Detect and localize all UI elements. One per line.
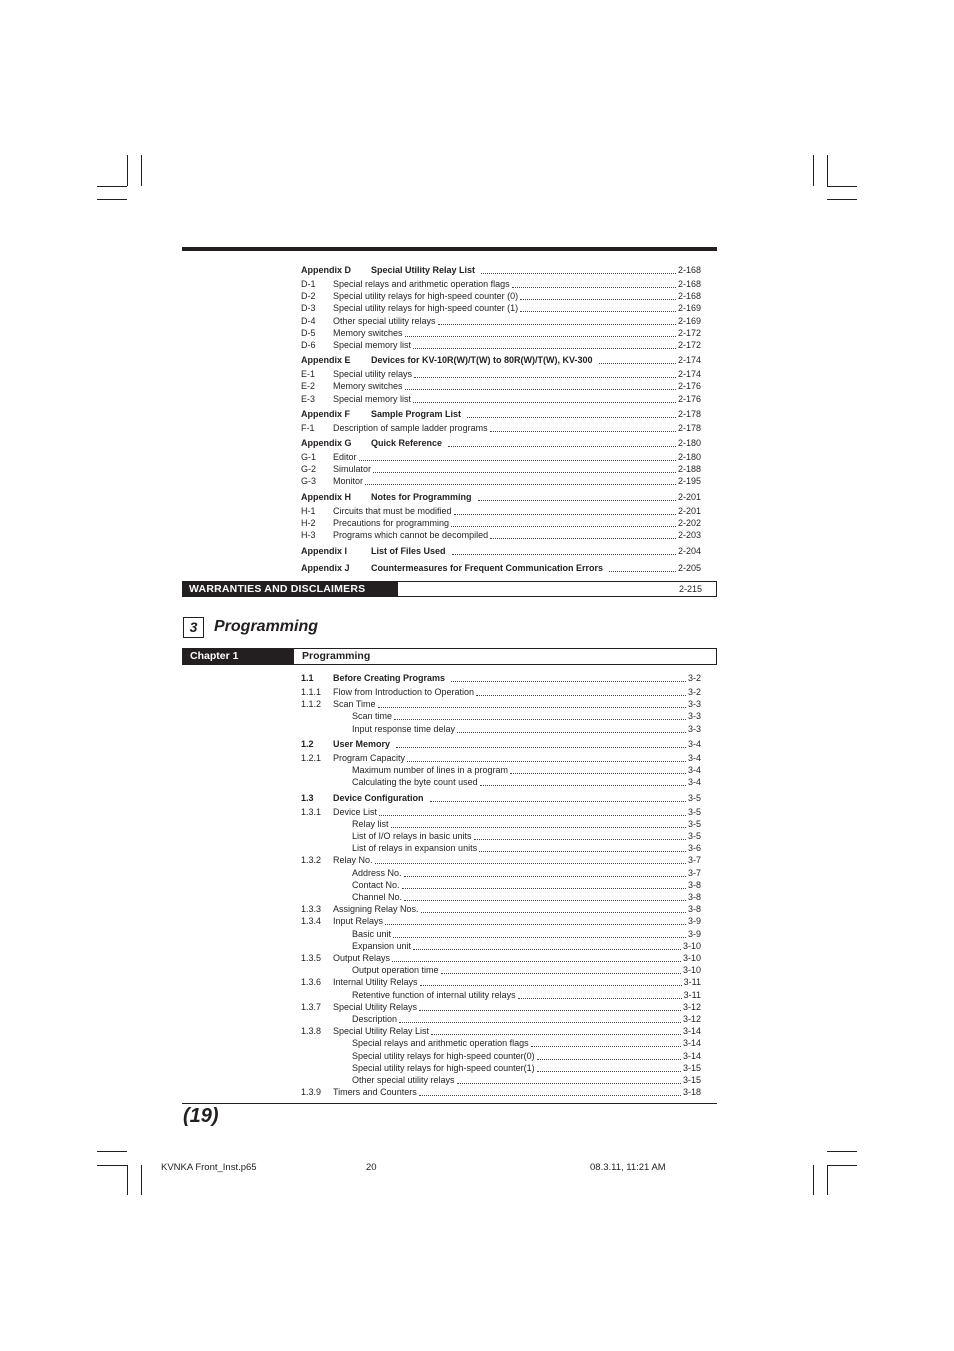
toc-entry bbox=[301, 854, 701, 866]
toc-entry-page: 3-5 bbox=[687, 819, 701, 829]
crop-mark bbox=[141, 1165, 142, 1195]
toc-entry-number: 1.3.9 bbox=[301, 1087, 322, 1097]
toc-entry-title: Output Relays bbox=[333, 953, 391, 963]
toc-entry-page: 3-3 bbox=[687, 711, 701, 721]
toc-entry-number: D-2 bbox=[301, 291, 316, 301]
toc-entry-title: Relay list bbox=[352, 819, 389, 829]
dot-leader bbox=[420, 985, 682, 986]
dot-leader bbox=[399, 1022, 681, 1023]
toc-subentry bbox=[301, 891, 701, 903]
toc-entry-number: D-4 bbox=[301, 316, 316, 326]
toc-entry-page: 2-168 bbox=[677, 279, 701, 289]
toc-entry-title: Memory switches bbox=[333, 328, 403, 338]
toc-entry-number: 1.1.1 bbox=[301, 687, 322, 697]
dot-leader bbox=[476, 695, 686, 696]
toc-entry-title: Input Relays bbox=[333, 916, 384, 926]
toc-entry-page: 2-172 bbox=[677, 340, 701, 350]
toc-entry-number: Appendix F bbox=[301, 409, 350, 419]
dot-leader bbox=[512, 287, 676, 288]
toc-entry-page: 2-180 bbox=[677, 452, 701, 462]
toc-appendix-entry bbox=[301, 354, 701, 366]
dot-leader bbox=[510, 773, 686, 774]
toc-entry-title: Internal Utility Relays bbox=[333, 977, 418, 987]
toc-entry-title: Relay No. bbox=[333, 855, 373, 865]
dot-leader bbox=[441, 973, 681, 974]
toc-entry bbox=[301, 806, 701, 818]
toc-entry-page: 2-169 bbox=[677, 303, 701, 313]
toc-entry bbox=[301, 278, 701, 290]
toc-entry-page: 3-18 bbox=[682, 1087, 701, 1097]
crop-mark bbox=[813, 155, 814, 186]
footer-rule bbox=[182, 1103, 717, 1104]
toc-entry bbox=[301, 290, 701, 302]
toc-entry bbox=[301, 1025, 701, 1037]
dot-leader bbox=[413, 949, 681, 950]
part-number-box: 3 bbox=[183, 617, 204, 638]
toc-subentry bbox=[301, 1050, 701, 1062]
toc-entry-page: 3-5 bbox=[687, 807, 701, 817]
toc-entry-page: 2-203 bbox=[677, 530, 701, 540]
toc-entry bbox=[301, 451, 701, 463]
toc-entry-page: 3-14 bbox=[682, 1051, 701, 1061]
toc-entry-number: Appendix J bbox=[301, 563, 350, 573]
toc-entry-number: D-6 bbox=[301, 340, 316, 350]
footer-page: 20 bbox=[366, 1162, 377, 1173]
toc-entry-page: 3-7 bbox=[687, 855, 701, 865]
dot-leader bbox=[414, 377, 676, 378]
dot-leader bbox=[421, 912, 686, 913]
toc-entry bbox=[301, 686, 701, 698]
dot-leader bbox=[405, 389, 676, 390]
toc-entry-number: Appendix I bbox=[301, 546, 348, 556]
toc-subentry bbox=[301, 867, 701, 879]
toc-entry bbox=[301, 315, 701, 327]
dot-leader bbox=[373, 472, 676, 473]
dot-leader bbox=[419, 1010, 681, 1011]
dot-leader bbox=[413, 402, 676, 403]
dot-leader bbox=[438, 324, 676, 325]
toc-entry-page: 2-202 bbox=[677, 518, 701, 528]
toc-entry-number: Appendix H bbox=[301, 492, 352, 502]
toc-entry-page: 3-10 bbox=[682, 953, 701, 963]
toc-entry-title: Channel No. bbox=[352, 892, 403, 902]
toc-entry-title: Maximum number of lines in a program bbox=[352, 765, 509, 775]
toc-entry-title: Basic unit bbox=[352, 929, 392, 939]
toc-entry-page: 2-168 bbox=[677, 291, 701, 301]
toc-entry bbox=[301, 393, 701, 405]
toc-entry-title: Scan time bbox=[352, 711, 393, 721]
toc-entry-title: Input response time delay bbox=[352, 724, 456, 734]
header-rule bbox=[182, 247, 717, 251]
dot-leader bbox=[478, 500, 676, 501]
chapter-label: Chapter 1 bbox=[183, 649, 294, 664]
dot-leader bbox=[537, 1059, 681, 1060]
crop-mark bbox=[127, 155, 128, 186]
toc-entry bbox=[301, 368, 701, 380]
toc-entry-page: 3-4 bbox=[687, 777, 701, 787]
dot-leader bbox=[480, 785, 686, 786]
dot-leader bbox=[490, 538, 676, 539]
toc-entry-page: 2-180 bbox=[677, 438, 701, 448]
crop-mark bbox=[827, 199, 857, 200]
toc-entry-title: Special memory list bbox=[333, 340, 412, 350]
toc-entry-page: 3-7 bbox=[687, 868, 701, 878]
toc-entry-page: 3-8 bbox=[687, 904, 701, 914]
toc-subentry bbox=[301, 989, 701, 1001]
toc-entry-title: Countermeasures for Frequent Communication Errors bbox=[371, 563, 604, 573]
toc-entry bbox=[301, 698, 701, 710]
page-number: (19) bbox=[183, 1105, 219, 1127]
toc-entry-title: Timers and Counters bbox=[333, 1087, 417, 1097]
toc-entry-number: E-2 bbox=[301, 381, 316, 391]
toc-entry-title: Other special utility relays bbox=[352, 1075, 455, 1085]
toc-entry bbox=[301, 380, 701, 392]
warranties-label: WARRANTIES AND DISCLAIMERS bbox=[183, 582, 398, 596]
toc-entry-title: Circuits that must be modified bbox=[333, 506, 452, 516]
toc-entry-page: 3-2 bbox=[687, 687, 701, 697]
crop-mark bbox=[97, 1151, 127, 1152]
warranties-page: 2-215 bbox=[678, 584, 702, 594]
toc-entry-title: Device List bbox=[333, 807, 378, 817]
toc-entry-page: 3-4 bbox=[687, 753, 701, 763]
dot-leader bbox=[393, 937, 686, 938]
toc-entry-number: H-2 bbox=[301, 518, 316, 528]
dot-leader bbox=[481, 273, 676, 274]
dot-leader bbox=[404, 876, 686, 877]
toc-subentry bbox=[301, 928, 701, 940]
toc-subentry bbox=[301, 842, 701, 854]
toc-entry-title: Assigning Relay Nos. bbox=[333, 904, 419, 914]
toc-entry-title: Special relays and arithmetic operation flags bbox=[333, 279, 510, 289]
dot-leader bbox=[609, 571, 676, 572]
toc-entry-title: Description of sample ladder programs bbox=[333, 423, 488, 433]
chapter-title: Programming bbox=[302, 650, 371, 662]
toc-entry-page: 3-3 bbox=[687, 699, 701, 709]
toc-entry-title: Special memory list bbox=[333, 394, 412, 404]
toc-entry-page: 2-204 bbox=[677, 546, 701, 556]
toc-entry-page: 2-169 bbox=[677, 316, 701, 326]
dot-leader bbox=[392, 961, 681, 962]
toc-appendix-entry bbox=[301, 264, 701, 276]
toc-entry-title: Special utility relays bbox=[333, 369, 413, 379]
toc-entry bbox=[301, 505, 701, 517]
toc-entry-page: 3-14 bbox=[682, 1038, 701, 1048]
toc-entry bbox=[301, 517, 701, 529]
toc-entry-page: 3-9 bbox=[687, 916, 701, 926]
toc-entry-number: G-2 bbox=[301, 464, 317, 474]
toc-entry-title: Special utility relays for high-speed counter(1) bbox=[352, 1063, 535, 1073]
toc-entry-page: 3-6 bbox=[687, 843, 701, 853]
toc-entry-number: D-5 bbox=[301, 328, 316, 338]
toc-entry-title: Simulator bbox=[333, 464, 372, 474]
toc-entry-page: 2-188 bbox=[677, 464, 701, 474]
toc-entry-title: Monitor bbox=[333, 476, 364, 486]
crop-mark bbox=[127, 1165, 128, 1195]
crop-mark bbox=[827, 1151, 857, 1152]
toc-subentry bbox=[301, 879, 701, 891]
dot-leader bbox=[378, 707, 686, 708]
toc-entry-title: Program Capacity bbox=[333, 753, 406, 763]
toc-entry-number: H-3 bbox=[301, 530, 316, 540]
toc-entry-number: D-1 bbox=[301, 279, 316, 289]
toc-entry bbox=[301, 903, 701, 915]
toc-entry-title: Quick Reference bbox=[371, 438, 443, 448]
toc-entry-title: Retentive function of internal utility relays bbox=[352, 990, 516, 1000]
toc-entry-number: H-1 bbox=[301, 506, 316, 516]
dot-leader bbox=[431, 1034, 681, 1035]
toc-entry bbox=[301, 1086, 701, 1098]
toc-entry-page: 3-2 bbox=[687, 673, 701, 683]
footer-timestamp: 08.3.11, 11:21 AM bbox=[590, 1162, 666, 1173]
crop-mark bbox=[827, 186, 857, 187]
toc-entry bbox=[301, 976, 701, 988]
toc-entry-page: 3-3 bbox=[687, 724, 701, 734]
toc-entry-page: 2-201 bbox=[677, 506, 701, 516]
warranties-bar bbox=[182, 581, 717, 597]
toc-entry-title: Calculating the byte count used bbox=[352, 777, 478, 787]
dot-leader bbox=[405, 336, 676, 337]
toc-entry-page: 3-5 bbox=[687, 793, 701, 803]
toc-appendix-entry bbox=[301, 562, 701, 574]
dot-leader bbox=[404, 900, 686, 901]
toc-entry bbox=[301, 475, 701, 487]
toc-entry-number: 1.3.8 bbox=[301, 1026, 322, 1036]
toc-subentry bbox=[301, 1013, 701, 1025]
toc-entry-page: 3-11 bbox=[683, 990, 701, 1000]
toc-subentry bbox=[301, 723, 701, 735]
toc-entry-title: Special utility relays for high-speed counter(0) bbox=[352, 1051, 535, 1061]
dot-leader bbox=[407, 761, 686, 762]
dot-leader bbox=[391, 827, 686, 828]
toc-entry-page: 2-174 bbox=[677, 369, 701, 379]
crop-mark bbox=[97, 186, 127, 187]
dot-leader bbox=[359, 460, 676, 461]
dot-leader bbox=[518, 998, 682, 999]
toc-entry-number: E-3 bbox=[301, 394, 316, 404]
toc-appendix-entry bbox=[301, 408, 701, 420]
toc-subentry bbox=[301, 940, 701, 952]
dot-leader bbox=[457, 732, 686, 733]
toc-entry-title: Flow from Introduction to Operation bbox=[333, 687, 475, 697]
dot-leader bbox=[365, 484, 676, 485]
toc-entry bbox=[301, 302, 701, 314]
toc-entry-page: 3-8 bbox=[687, 880, 701, 890]
toc-entry-number: F-1 bbox=[301, 423, 315, 433]
dot-leader bbox=[413, 348, 676, 349]
toc-entry-title: Special Utility Relays bbox=[333, 1002, 418, 1012]
dot-leader bbox=[396, 747, 686, 748]
toc-entry bbox=[301, 327, 701, 339]
dot-leader bbox=[490, 431, 676, 432]
toc-subentry bbox=[301, 1062, 701, 1074]
crop-mark bbox=[827, 155, 828, 186]
crop-mark bbox=[827, 1165, 857, 1166]
dot-leader bbox=[394, 719, 686, 720]
toc-subentry bbox=[301, 818, 701, 830]
toc-entry-page: 2-195 bbox=[677, 476, 701, 486]
dot-leader bbox=[474, 839, 686, 840]
toc-entry bbox=[301, 463, 701, 475]
toc-entry-page: 3-5 bbox=[687, 831, 701, 841]
toc-entry-page: 3-4 bbox=[687, 765, 701, 775]
toc-entry-title: Output operation time bbox=[352, 965, 439, 975]
toc-entry-page: 2-168 bbox=[677, 265, 701, 275]
dot-leader bbox=[451, 526, 676, 527]
dot-leader bbox=[599, 363, 676, 364]
toc-appendix-entry bbox=[301, 545, 701, 557]
dot-leader bbox=[537, 1071, 681, 1072]
toc-entry-page: 3-8 bbox=[687, 892, 701, 902]
toc-entry-title: Devices for KV-10R(W)/T(W) to 80R(W)/T(W), KV-300 bbox=[371, 355, 593, 365]
toc-entry-page: 3-12 bbox=[682, 1014, 701, 1024]
toc-entry-number: G-1 bbox=[301, 452, 317, 462]
toc-entry-page: 2-201 bbox=[677, 492, 701, 502]
toc-entry-title: Special utility relays for high-speed counter (0) bbox=[333, 291, 519, 301]
toc-entry-number: 1.3.1 bbox=[301, 807, 322, 817]
toc-entry-number: 1.1 bbox=[301, 673, 314, 683]
toc-entry-number: 1.2.1 bbox=[301, 753, 322, 763]
toc-entry-title: Device Configuration bbox=[333, 793, 424, 803]
crop-mark bbox=[827, 1165, 828, 1195]
dot-leader bbox=[467, 417, 676, 418]
dot-leader bbox=[379, 815, 686, 816]
toc-entry-number: 1.3.5 bbox=[301, 953, 322, 963]
dot-leader bbox=[430, 801, 686, 802]
toc-entry-page: 3-10 bbox=[682, 965, 701, 975]
toc-entry-title: Contact No. bbox=[352, 880, 400, 890]
dot-leader bbox=[452, 554, 676, 555]
toc-section-entry bbox=[301, 672, 701, 684]
toc-entry-number: 1.3 bbox=[301, 793, 314, 803]
dot-leader bbox=[385, 924, 686, 925]
toc-entry-page: 2-178 bbox=[677, 423, 701, 433]
toc-section-entry bbox=[301, 738, 701, 750]
toc-subentry bbox=[301, 776, 701, 788]
dot-leader bbox=[520, 299, 676, 300]
toc-subentry bbox=[301, 1074, 701, 1086]
toc-entry-page: 2-176 bbox=[677, 394, 701, 404]
toc-entry bbox=[301, 529, 701, 541]
dot-leader bbox=[451, 681, 686, 682]
toc-entry-title: Other special utility relays bbox=[333, 316, 436, 326]
toc-entry bbox=[301, 952, 701, 964]
toc-entry bbox=[301, 752, 701, 764]
dot-leader bbox=[448, 446, 676, 447]
toc-entry-number: 1.3.2 bbox=[301, 855, 322, 865]
toc-entry-title: List of relays in expansion units bbox=[352, 843, 478, 853]
toc-entry-number: G-3 bbox=[301, 476, 317, 486]
toc-subentry bbox=[301, 830, 701, 842]
toc-entry-page: 2-174 bbox=[677, 355, 701, 365]
toc-section-entry bbox=[301, 792, 701, 804]
toc-subentry bbox=[301, 764, 701, 776]
toc-entry-title: Expansion unit bbox=[352, 941, 412, 951]
dot-leader bbox=[419, 1095, 681, 1096]
toc-entry-title: Editor bbox=[333, 452, 357, 462]
toc-entry-number: Appendix D bbox=[301, 265, 352, 275]
toc-entry-title: User Memory bbox=[333, 739, 391, 749]
toc-entry-number: 1.3.4 bbox=[301, 916, 322, 926]
toc-entry bbox=[301, 1001, 701, 1013]
toc-entry-title: Notes for Programming bbox=[371, 492, 472, 502]
toc-entry-page: 3-10 bbox=[682, 941, 701, 951]
toc-entry-number: 1.3.6 bbox=[301, 977, 322, 987]
toc-entry-title: Programs which cannot be decompiled bbox=[333, 530, 489, 540]
toc-entry-title: Memory switches bbox=[333, 381, 403, 391]
toc-entry-page: 2-176 bbox=[677, 381, 701, 391]
dot-leader bbox=[531, 1046, 681, 1047]
crop-mark bbox=[141, 155, 142, 186]
dot-leader bbox=[479, 851, 686, 852]
toc-subentry bbox=[301, 964, 701, 976]
toc-entry bbox=[301, 422, 701, 434]
toc-entry-page: 3-15 bbox=[682, 1075, 701, 1085]
dot-leader bbox=[520, 311, 676, 312]
toc-entry bbox=[301, 915, 701, 927]
toc-entry-title: Description bbox=[352, 1014, 398, 1024]
toc-entry-title: Special relays and arithmetic operation flags bbox=[352, 1038, 529, 1048]
toc-entry-number: 1.3.3 bbox=[301, 904, 322, 914]
toc-entry-title: Precautions for programming bbox=[333, 518, 450, 528]
toc-entry-page: 3-11 bbox=[683, 977, 701, 987]
toc-entry-page: 2-172 bbox=[677, 328, 701, 338]
toc-appendix-entry bbox=[301, 491, 701, 503]
toc-entry-number: E-1 bbox=[301, 369, 316, 379]
toc-entry-page: 3-15 bbox=[682, 1063, 701, 1073]
toc-entry-page: 3-12 bbox=[682, 1002, 701, 1012]
dot-leader bbox=[454, 514, 676, 515]
toc-entry-page: 3-14 bbox=[682, 1026, 701, 1036]
toc-entry-title: Special utility relays for high-speed counter (1) bbox=[333, 303, 519, 313]
crop-mark bbox=[97, 199, 127, 200]
toc-entry-number: Appendix E bbox=[301, 355, 351, 365]
toc-entry-title: Special Utility Relay List bbox=[333, 1026, 430, 1036]
toc-entry-title: Scan Time bbox=[333, 699, 376, 709]
dot-leader bbox=[457, 1083, 681, 1084]
toc-entry-title: Special Utility Relay List bbox=[371, 265, 476, 275]
toc-subentry bbox=[301, 710, 701, 722]
toc-entry-title: Address No. bbox=[352, 868, 402, 878]
part-title: Programming bbox=[214, 618, 319, 635]
crop-mark bbox=[97, 1165, 127, 1166]
toc-subentry bbox=[301, 1037, 701, 1049]
footer-filename: KVNKA Front_Inst.p65 bbox=[161, 1162, 257, 1173]
toc-appendix-entry bbox=[301, 437, 701, 449]
toc-entry-title: Sample Program List bbox=[371, 409, 462, 419]
toc-entry-title: Before Creating Programs bbox=[333, 673, 446, 683]
toc-entry-title: List of I/O relays in basic units bbox=[352, 831, 472, 841]
dot-leader bbox=[375, 863, 686, 864]
crop-mark bbox=[813, 1165, 814, 1195]
toc-entry bbox=[301, 339, 701, 351]
toc-entry-page: 3-4 bbox=[687, 739, 701, 749]
toc-entry-number: 1.1.2 bbox=[301, 699, 322, 709]
toc-entry-number: Appendix G bbox=[301, 438, 352, 448]
toc-entry-page: 2-205 bbox=[677, 563, 701, 573]
toc-entry-number: D-3 bbox=[301, 303, 316, 313]
toc-entry-number: 1.3.7 bbox=[301, 1002, 322, 1012]
chapter-bar bbox=[182, 648, 717, 665]
toc-entry-number: 1.2 bbox=[301, 739, 314, 749]
toc-entry-title: List of Files Used bbox=[371, 546, 446, 556]
toc-entry-page: 2-178 bbox=[677, 409, 701, 419]
dot-leader bbox=[402, 888, 686, 889]
toc-entry-page: 3-9 bbox=[687, 929, 701, 939]
